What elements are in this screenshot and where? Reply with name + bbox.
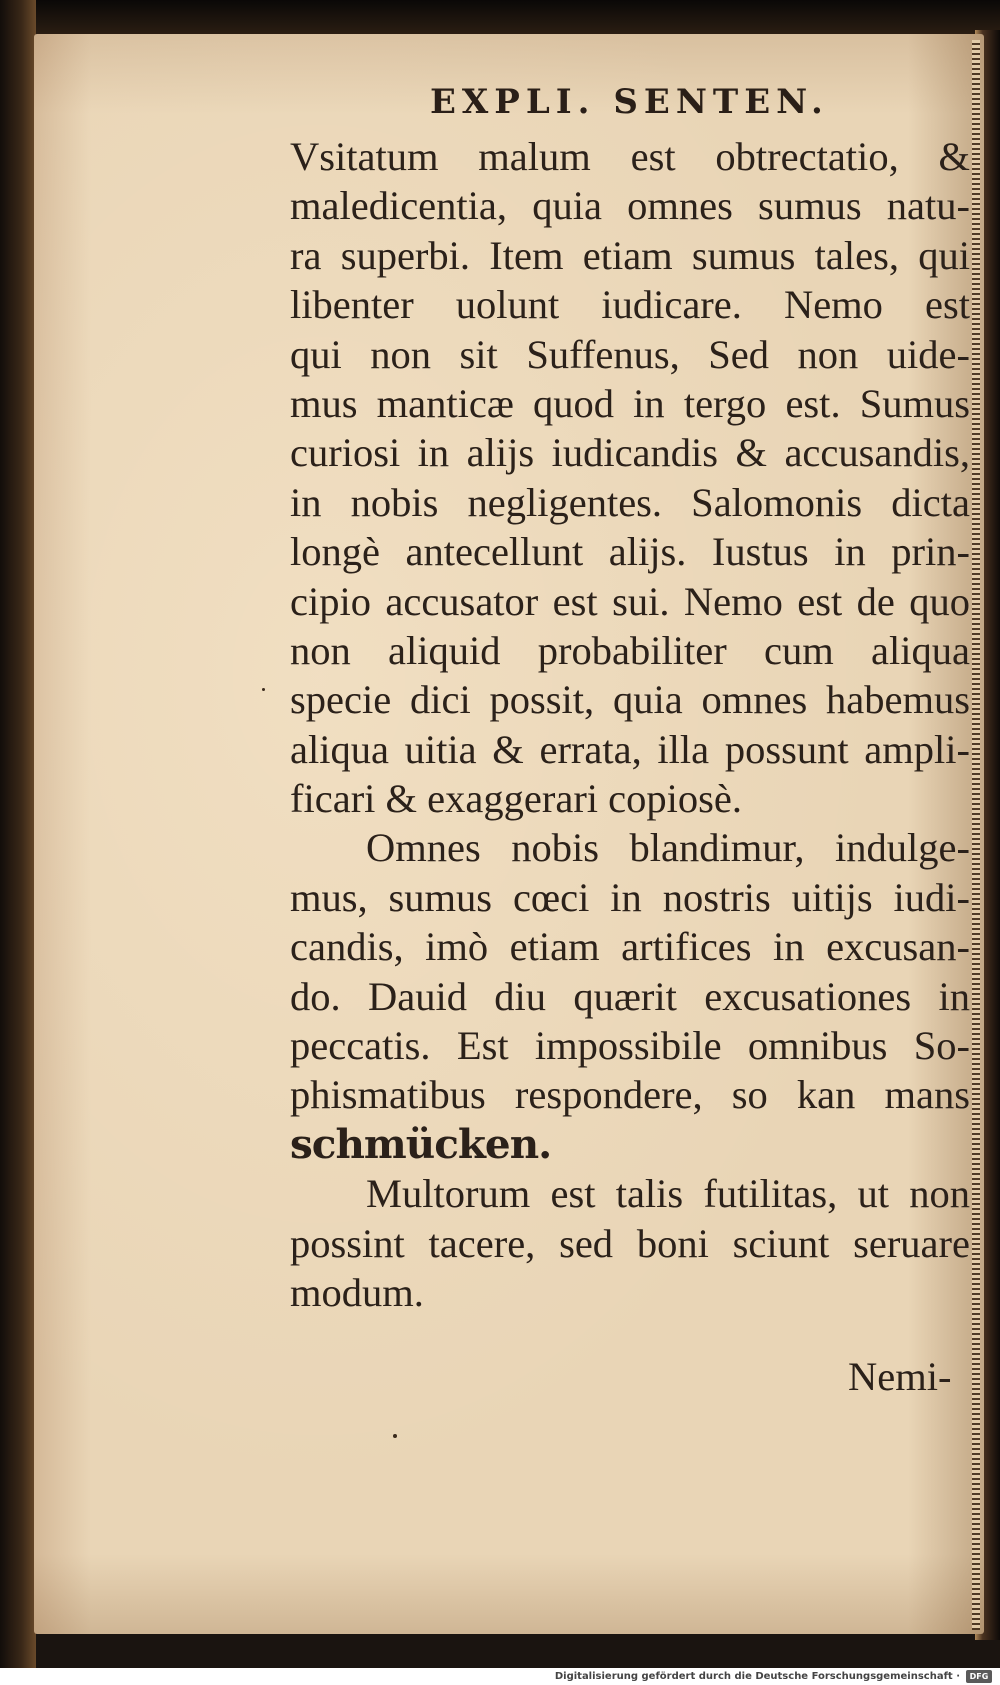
text-line: phismatibus respondere, so kan mans bbox=[290, 1072, 970, 1118]
page-edges bbox=[972, 40, 980, 1630]
text-line: possint tacere, sed boni sciunt seruare bbox=[290, 1220, 970, 1266]
text-line: qui non sit Suffenus, Sed non uide- bbox=[290, 331, 970, 377]
ink-speck bbox=[262, 688, 265, 691]
text-line: peccatis. Est impossibile omnibus So- bbox=[290, 1023, 970, 1069]
text-line: specie dici possit, quia omnes habemus bbox=[290, 677, 970, 723]
binding-top-shadow bbox=[0, 0, 1000, 34]
text-line: Multorum est talis futilitas, ut non bbox=[366, 1171, 970, 1217]
ink-speck bbox=[393, 1434, 397, 1438]
text-line: schmücken. bbox=[290, 1119, 552, 1168]
running-head: EXPLI. SENTEN. bbox=[430, 82, 829, 122]
text-line: Vsitatum malum est obtrectatio, & bbox=[290, 134, 970, 179]
text-line: ficari & exaggerari copiosè. bbox=[290, 776, 743, 822]
text-line: non aliquid probabiliter cum aliqua bbox=[290, 627, 970, 673]
text-line: do. Dauid diu quærit excusationes in bbox=[290, 973, 970, 1019]
catchword: Nemi- bbox=[848, 1354, 952, 1399]
text-line: mus manticæ quod in tergo est. Sumus bbox=[290, 380, 970, 426]
text-line: Omnes nobis blandimur, indulge- bbox=[366, 825, 970, 871]
text-line: mus, sumus cœci in nostris uitijs iudi- bbox=[290, 874, 970, 920]
text-line: candis, imò etiam artifices in excusan- bbox=[290, 924, 970, 970]
text-line: in nobis negligentes. Salomonis dicta bbox=[290, 479, 970, 525]
text-line: ra superbi. Item etiam sumus tales, qui bbox=[290, 232, 970, 278]
text-line: aliqua uitia & errata, illa possunt ampli- bbox=[290, 726, 970, 772]
digitization-credit: Digitalisierung gefördert durch die Deutsche Forschungsgemeinschaft · bbox=[554, 1671, 960, 1682]
text-line: longè antecellunt alijs. Iustus in prin- bbox=[290, 529, 970, 575]
dfg-logo: DFG bbox=[966, 1670, 992, 1683]
text-line: modum. bbox=[290, 1269, 424, 1315]
text-line: libenter uolunt iudicare. Nemo est bbox=[290, 282, 970, 328]
binding-left-shadow bbox=[0, 0, 36, 1668]
text-line: maledicentia, quia omnes sumus natu- bbox=[290, 183, 970, 229]
body-text bbox=[290, 132, 970, 1317]
text-line: curiosi in alijs iudicandis & accusandis, bbox=[290, 430, 970, 476]
text-line: cipio accusator est sui. Nemo est de quo bbox=[290, 578, 970, 624]
